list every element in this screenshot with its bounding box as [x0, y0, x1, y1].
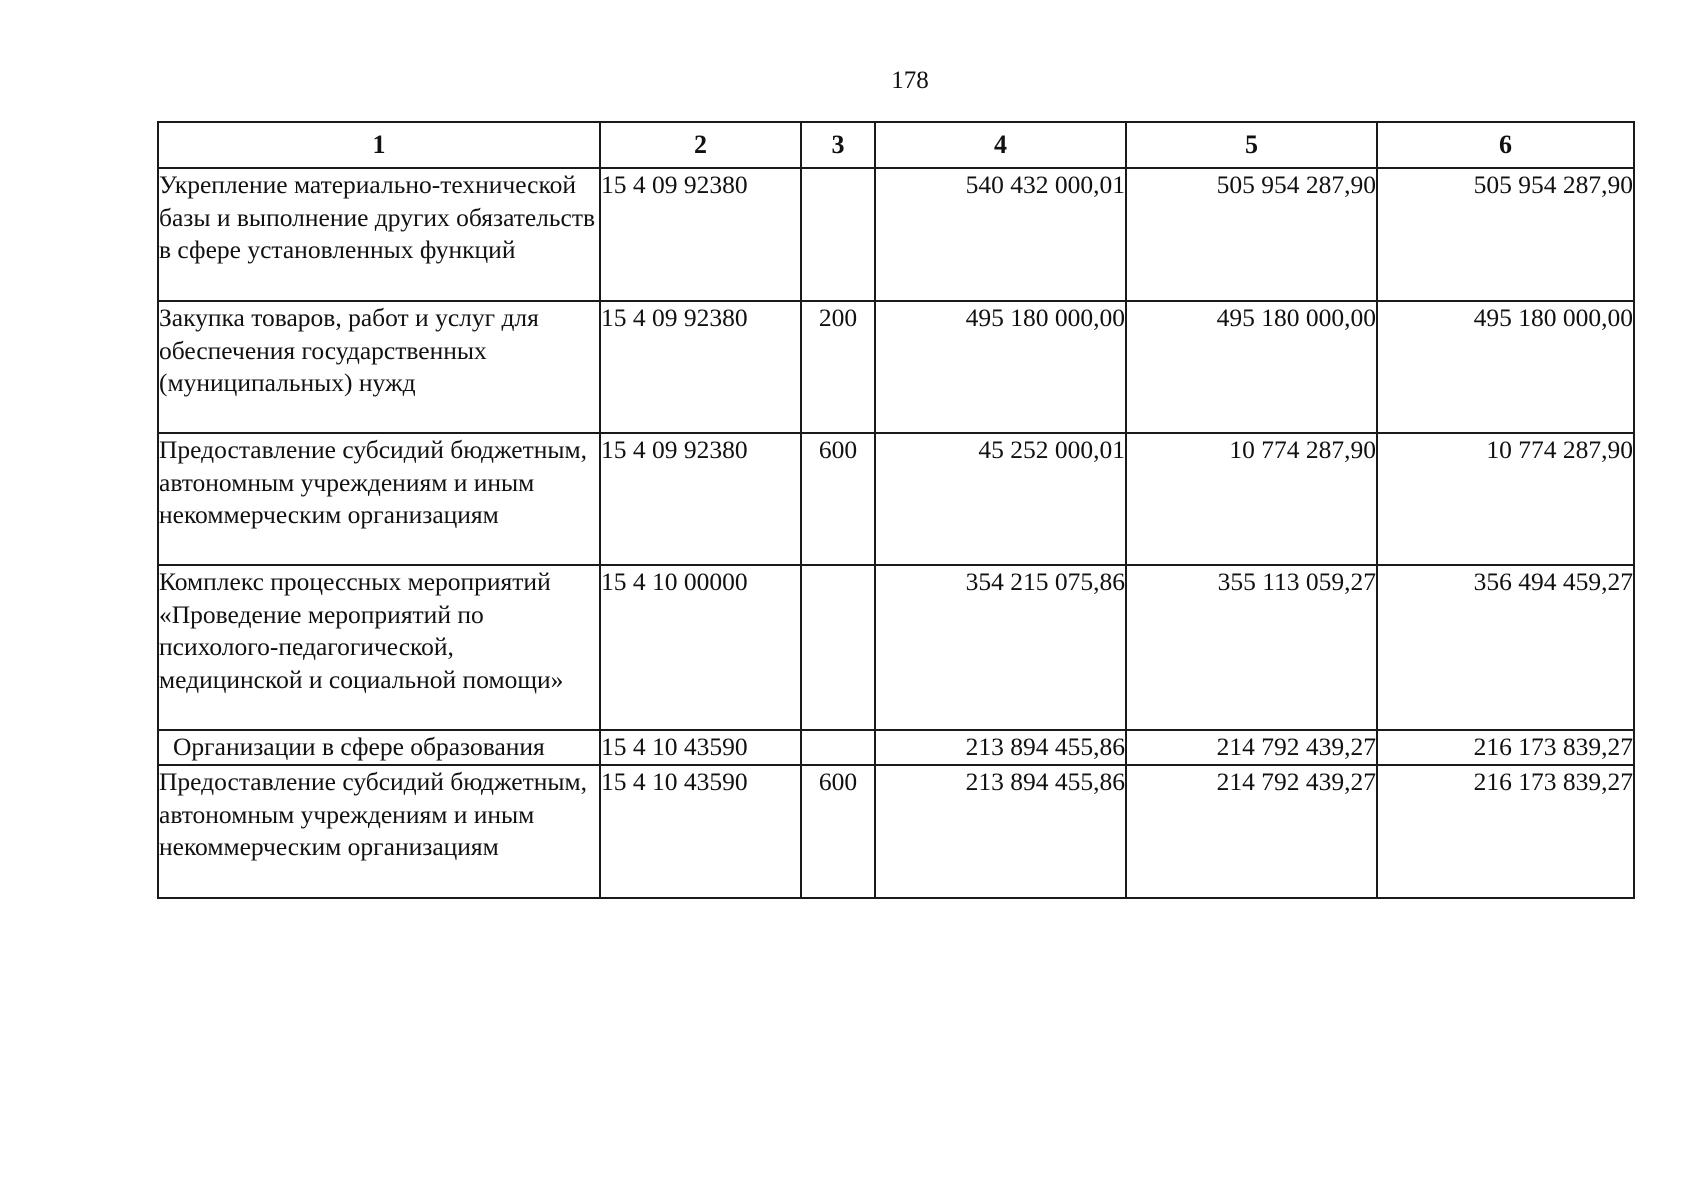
table-row [158, 765, 1634, 898]
row-name-cell: Предоставление субсидий бюджетным, автономным учреждениям и иным некоммерческим организациям [158, 765, 600, 898]
amount-col4-cell: 540 432 000,01 [875, 168, 1126, 301]
header-row [158, 122, 1634, 168]
column-header: 1 [158, 122, 600, 168]
column-header: 5 [1126, 122, 1377, 168]
amount-col5-cell: 214 792 439,27 [1126, 765, 1377, 898]
expense-type-cell: 200 [801, 301, 875, 433]
row-name-cell: Укрепление материально-технической базы и выполнение других обязательств в сфере установленных функций [158, 168, 600, 301]
amount-col6-cell: 356 494 459,27 [1377, 565, 1634, 730]
target-code-cell: 15 4 09 92380 [600, 301, 801, 433]
amount-col4-cell: 354 215 075,86 [875, 565, 1126, 730]
expense-type-cell: 600 [801, 433, 875, 565]
amount-col4-cell: 495 180 000,00 [875, 301, 1126, 433]
amount-col6-cell: 216 173 839,27 [1377, 730, 1634, 765]
budget-table [157, 121, 1635, 899]
row-name-cell: Предоставление субсидий бюджетным, автономным учреждениям и иным некоммерческим организациям [158, 433, 600, 565]
row-name-cell: Комплекс процессных мероприятий «Проведение мероприятий по психолого-педагогической, медицинской и социальной помощи» [158, 565, 600, 730]
expense-type-cell [801, 168, 875, 301]
target-code-cell: 15 4 10 00000 [600, 565, 801, 730]
column-header: 4 [875, 122, 1126, 168]
table-row [158, 565, 1634, 730]
amount-col5-cell: 214 792 439,27 [1126, 730, 1377, 765]
amount-col5-cell: 355 113 059,27 [1126, 565, 1377, 730]
amount-col4-cell: 213 894 455,86 [875, 730, 1126, 765]
amount-col6-cell: 505 954 287,90 [1377, 168, 1634, 301]
amount-col6-cell: 495 180 000,00 [1377, 301, 1634, 433]
table-row [158, 168, 1634, 301]
amount-col5-cell: 10 774 287,90 [1126, 433, 1377, 565]
target-code-cell: 15 4 10 43590 [600, 765, 801, 898]
amount-col5-cell: 495 180 000,00 [1126, 301, 1377, 433]
row-name-cell: Организации в сфере образования [158, 730, 600, 765]
amount-col4-cell: 45 252 000,01 [875, 433, 1126, 565]
amount-col5-cell: 505 954 287,90 [1126, 168, 1377, 301]
target-code-cell: 15 4 09 92380 [600, 433, 801, 565]
expense-type-cell [801, 730, 875, 765]
table-row [158, 433, 1634, 565]
target-code-cell: 15 4 10 43590 [600, 730, 801, 765]
expense-type-cell: 600 [801, 765, 875, 898]
table-row [158, 301, 1634, 433]
amount-col4-cell: 213 894 455,86 [875, 765, 1126, 898]
amount-col6-cell: 10 774 287,90 [1377, 433, 1634, 565]
row-name-cell: Закупка товаров, работ и услуг для обеспечения государственных (муниципальных) нужд [158, 301, 600, 433]
table-row [158, 730, 1634, 765]
column-header: 2 [600, 122, 801, 168]
target-code-cell: 15 4 09 92380 [600, 168, 801, 301]
page-number: 178 [891, 67, 929, 94]
column-header: 3 [801, 122, 875, 168]
amount-col6-cell: 216 173 839,27 [1377, 765, 1634, 898]
column-header: 6 [1377, 122, 1634, 168]
expense-type-cell [801, 565, 875, 730]
